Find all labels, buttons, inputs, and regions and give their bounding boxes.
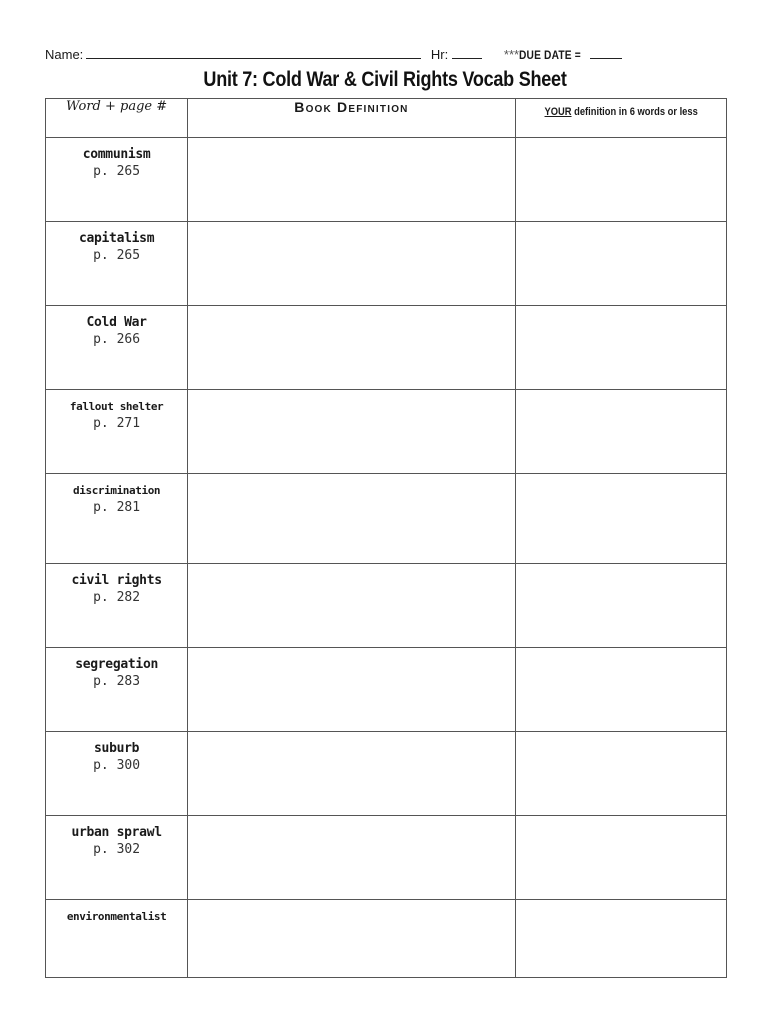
table-row — [46, 222, 727, 306]
book-definition-cell[interactable] — [188, 306, 515, 390]
column-header-word: Word + page # — [46, 99, 188, 138]
your-definition-cell[interactable] — [515, 648, 726, 732]
table-row — [46, 564, 727, 648]
book-definition-cell[interactable] — [188, 390, 515, 474]
word-cell — [46, 732, 188, 816]
book-definition-cell[interactable] — [188, 900, 515, 978]
due-date-label: DUE DATE = — [519, 48, 581, 62]
vocab-term: Cold War — [86, 315, 147, 330]
hour-label: Hr: — [430, 47, 449, 62]
book-definition-cell[interactable] — [188, 564, 515, 648]
your-definition-cell[interactable] — [515, 816, 726, 900]
your-emphasis: YOUR — [544, 106, 572, 118]
table-row — [46, 816, 727, 900]
book-definition-cell[interactable] — [188, 222, 515, 306]
page-number: p. 282 — [93, 590, 141, 605]
your-definition-cell[interactable] — [515, 390, 726, 474]
word-cell — [46, 648, 188, 732]
book-definition-cell[interactable] — [188, 138, 515, 222]
vocab-term: environmentalist — [66, 910, 167, 923]
page-number: p. 283 — [93, 674, 141, 689]
your-definition-cell[interactable] — [515, 474, 726, 564]
word-cell — [46, 306, 188, 390]
your-definition-rest: definition in 6 words or less — [571, 106, 698, 118]
your-definition-cell[interactable] — [515, 900, 726, 978]
table-row — [46, 900, 727, 978]
vocab-term: discrimination — [73, 484, 161, 497]
vocab-table — [45, 98, 727, 978]
your-definition-cell[interactable] — [515, 306, 726, 390]
page-number: p. 265 — [93, 248, 141, 263]
vocab-term: communism — [82, 147, 151, 162]
page-number: p. 302 — [93, 842, 141, 857]
book-definition-cell[interactable] — [188, 732, 515, 816]
name-label: Name: — [45, 47, 84, 62]
your-definition-cell[interactable] — [515, 222, 726, 306]
word-cell — [46, 900, 188, 978]
table-row — [46, 474, 727, 564]
book-definition-cell[interactable] — [188, 474, 515, 564]
table-row — [46, 306, 727, 390]
word-cell — [46, 564, 188, 648]
page-number: p. 271 — [93, 416, 141, 431]
table-row — [46, 138, 727, 222]
student-info-line — [45, 47, 745, 65]
vocab-term: urban sprawl — [71, 825, 162, 840]
column-header-book-definition: Book Definition — [188, 99, 515, 138]
vocab-term: fallout shelter — [69, 400, 164, 413]
your-definition-cell[interactable] — [515, 564, 726, 648]
page-number: p. 300 — [93, 758, 141, 773]
page-number: p. 266 — [93, 332, 141, 347]
book-definition-cell[interactable] — [188, 648, 515, 732]
name-blank[interactable] — [86, 47, 421, 59]
hour-blank[interactable] — [452, 47, 482, 59]
page-title: Unit 7: Cold War & Civil Rights Vocab Sheet — [203, 68, 567, 91]
vocab-term: civil rights — [71, 573, 162, 588]
book-definition-cell[interactable] — [188, 816, 515, 900]
table-row — [46, 648, 727, 732]
page-number: p. 265 — [93, 164, 141, 179]
table-row — [46, 732, 727, 816]
word-cell — [46, 816, 188, 900]
word-cell — [46, 474, 188, 564]
word-cell — [46, 138, 188, 222]
column-header-your-definition — [515, 99, 726, 138]
page-number: p. 281 — [93, 500, 141, 515]
your-definition-cell[interactable] — [515, 732, 726, 816]
word-cell — [46, 390, 188, 474]
table-header-row — [46, 99, 727, 138]
vocab-term: segregation — [75, 657, 158, 672]
due-date-stars: *** — [503, 47, 520, 62]
your-definition-cell[interactable] — [515, 138, 726, 222]
word-cell — [46, 222, 188, 306]
table-row — [46, 390, 727, 474]
vocab-term: suburb — [94, 741, 140, 756]
due-date-blank[interactable] — [590, 47, 622, 59]
vocab-term: capitalism — [78, 231, 155, 246]
